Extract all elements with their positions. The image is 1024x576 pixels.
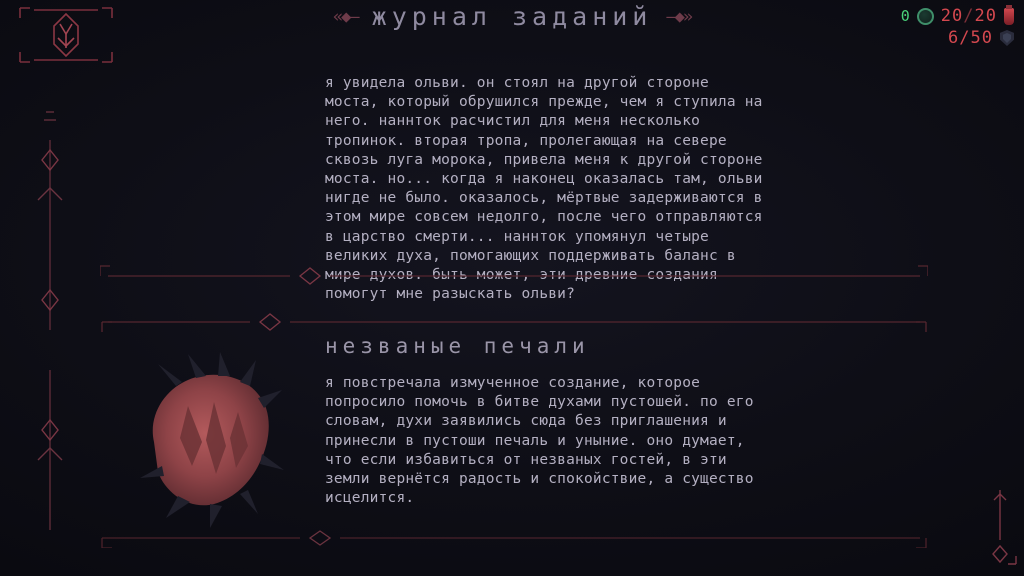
journal-entry-title: незваные печали <box>325 334 590 358</box>
hud <box>901 6 1014 48</box>
hud-row-health <box>901 6 1014 26</box>
secondary-separator: / <box>959 28 971 48</box>
entry-body: я увидела ольви. он стоял на другой стороне моста, который обрушился прежде, чем я ступила на него. наннток расчистил для меня несколько тропинок. вторая тропа, пролегающая на севере сквозь луга морока, привела меня к другой стороне моста. но... когда я наконец оказалась там, ольви нигде не было. оказалось, мёртвые задерживаются в этом мире совсем недолго, после чего отправляются в царство смерти... наннток упомянул четыре великих духа, помогающих поддерживать баланс в мире духов. быть может, эти древние создания помогут мне разыскать ольви? <box>325 75 763 303</box>
secondary-value <box>948 28 993 48</box>
left-rail-ornament <box>0 0 110 576</box>
health-flask-icon <box>1004 8 1014 25</box>
soul-orb-icon <box>917 8 934 25</box>
shield-icon <box>1000 30 1014 46</box>
health-max: 20 <box>974 6 997 26</box>
health-separator: / <box>963 6 975 26</box>
section-divider <box>100 264 928 286</box>
souls-count: 0 <box>900 7 910 25</box>
page-title <box>0 2 1024 31</box>
corner-ornament-bottom-right <box>980 486 1020 566</box>
title-ornament-right: —◆» <box>666 6 692 27</box>
health-value <box>941 6 997 26</box>
journal-entry-body: я повстречала измученное создание, которое попросило помочь в битве духами пустошей. по его словам, духи заявились сюда без приглашения и принесли в пустоши печаль и уныние. оно думает, что если избавиться от незваных гостей, в эти земли вернётся радость и спокойствие, а существо исцелится. <box>325 375 754 507</box>
health-current: 20 <box>940 6 964 26</box>
title-text: журнал заданий <box>371 2 653 31</box>
section-divider-2 <box>100 310 928 332</box>
title-ornament-left: «◆— <box>332 6 358 27</box>
secondary-max: 50 <box>970 28 993 48</box>
secondary-current: 6 <box>948 28 960 48</box>
section-divider-3 <box>100 526 928 548</box>
hud-row-secondary <box>948 28 1014 48</box>
creature-portrait-icon <box>118 346 308 536</box>
journal-content <box>100 56 928 556</box>
